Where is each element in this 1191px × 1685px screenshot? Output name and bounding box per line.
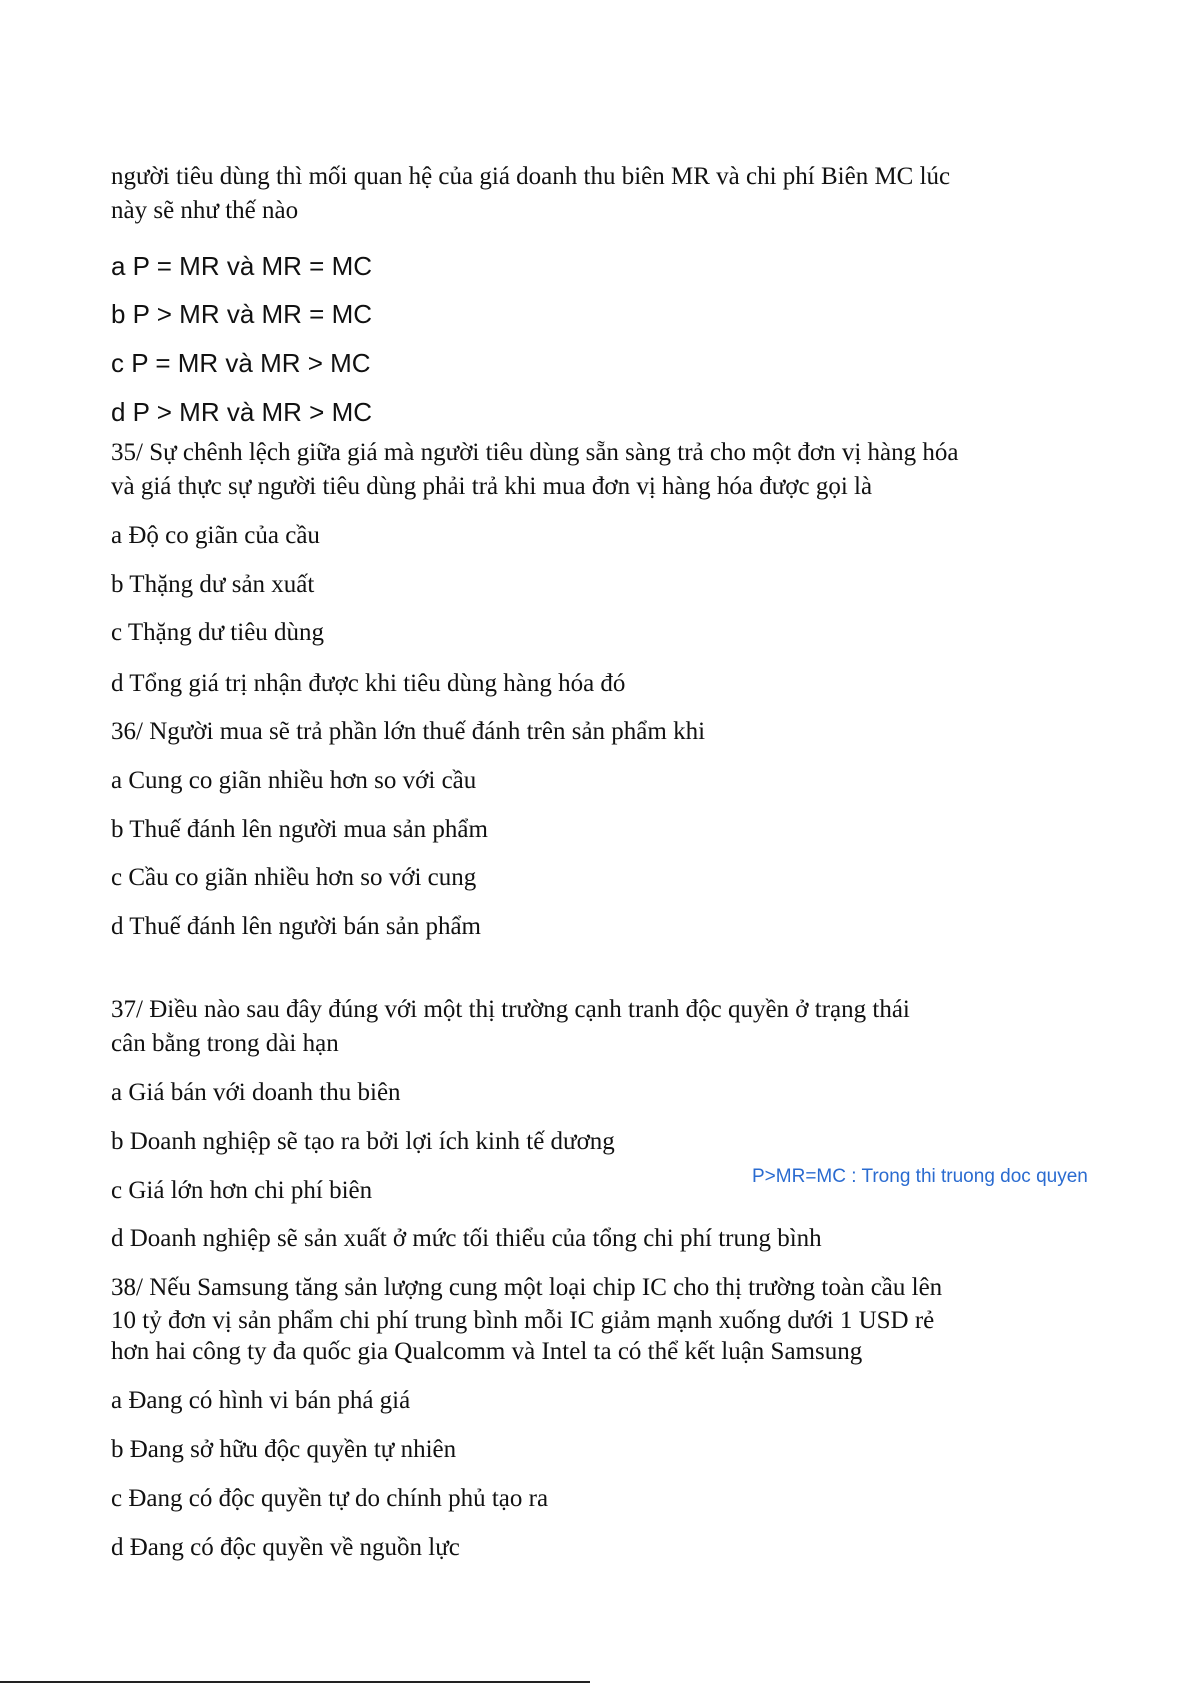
q36-option-c: c Cầu co giãn nhiều hơn so với cung — [111, 864, 477, 891]
option-b: b P > MR và MR = MC — [111, 299, 373, 329]
q38-option-d: d Đang có độc quyền về nguồn lực — [111, 1534, 460, 1561]
annotation-note: P>MR=MC : Trong thi truong doc quyen — [752, 1166, 1088, 1187]
q37-option-b: b Doanh nghiệp sẽ tạo ra bởi lợi ích kinh tế dương — [111, 1128, 615, 1155]
q35-option-d: d Tổng giá trị nhận được khi tiêu dùng hàng hóa đó — [111, 670, 626, 697]
option-d: d P > MR và MR > MC — [111, 397, 373, 427]
option-a: a P = MR và MR = MC — [111, 251, 373, 281]
q37-option-a: a Giá bán với doanh thu biên — [111, 1079, 401, 1106]
question-38-line-3: hơn hai công ty đa quốc gia Qualcomm và Intel ta có thể kết luận Samsung — [111, 1338, 863, 1365]
question-continuation-line-2: này sẽ như thế nào — [111, 197, 299, 224]
question-35-line-1: 35/ Sự chênh lệch giữa giá mà người tiêu dùng sẵn sàng trả cho một đơn vị hàng hóa — [111, 439, 959, 466]
q36-option-d: d Thuế đánh lên người bán sản phẩm — [111, 913, 481, 940]
q38-option-a: a Đang có hình vi bán phá giá — [111, 1387, 411, 1414]
page-bottom-rule — [0, 1681, 590, 1683]
question-38-line-2: 10 tỷ đơn vị sản phẩm chi phí trung bình mỗi IC giảm mạnh xuống dưới 1 USD rẻ — [111, 1307, 935, 1334]
q35-option-b: b Thặng dư sản xuất — [111, 571, 315, 598]
option-c: c P = MR và MR > MC — [111, 348, 371, 378]
q37-option-c: c Giá lớn hơn chi phí biên — [111, 1177, 373, 1204]
question-37-line-2: cân bằng trong dài hạn — [111, 1030, 339, 1057]
q36-option-a: a Cung co giãn nhiều hơn so với cầu — [111, 767, 477, 794]
question-35-line-2: và giá thực sự người tiêu dùng phải trả khi mua đơn vị hàng hóa được gọi là — [111, 473, 873, 500]
q37-option-d: d Doanh nghiệp sẽ sản xuất ở mức tối thiểu của tổng chi phí trung bình — [111, 1225, 822, 1252]
question-37-line-1: 37/ Điều nào sau đây đúng với một thị trường cạnh tranh độc quyền ở trạng thái — [111, 996, 910, 1023]
question-38-line-1: 38/ Nếu Samsung tăng sản lượng cung một loại chip IC cho thị trường toàn cầu lên — [111, 1274, 943, 1301]
q38-option-c: c Đang có độc quyền tự do chính phủ tạo ra — [111, 1485, 549, 1512]
q35-option-a: a Độ co giãn của cầu — [111, 522, 320, 549]
q36-option-b: b Thuế đánh lên người mua sản phẩm — [111, 816, 488, 843]
q35-option-c: c Thặng dư tiêu dùng — [111, 619, 325, 646]
question-continuation-line-1: người tiêu dùng thì mối quan hệ của giá doanh thu biên MR và chi phí Biên MC lúc — [111, 163, 951, 190]
q38-option-b: b Đang sở hữu độc quyền tự nhiên — [111, 1436, 457, 1463]
question-36-line-1: 36/ Người mua sẽ trả phần lớn thuế đánh trên sản phẩm khi — [111, 718, 706, 745]
